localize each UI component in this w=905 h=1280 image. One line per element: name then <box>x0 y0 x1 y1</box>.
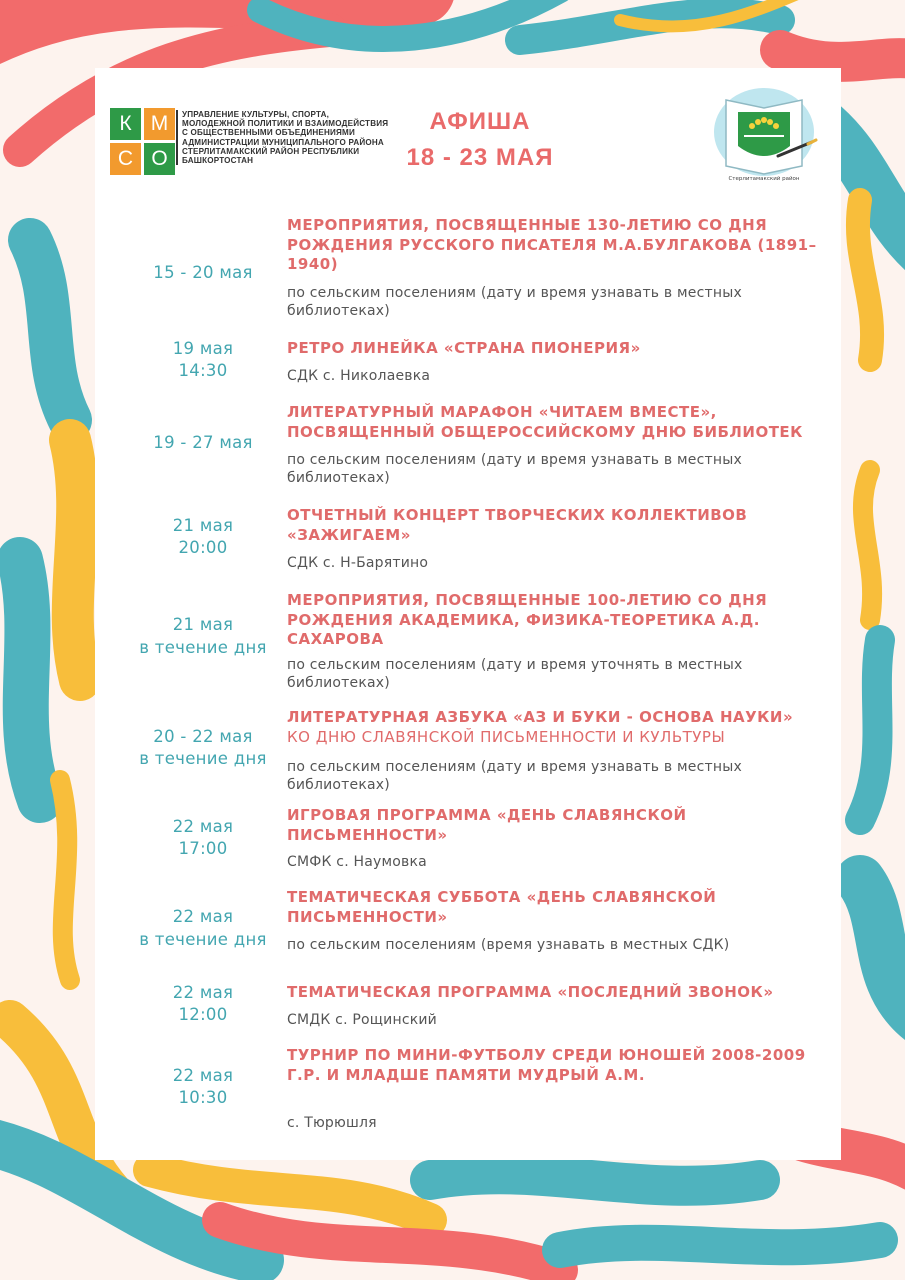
page-title: АФИША <box>429 108 531 135</box>
logo-letter: О <box>144 143 175 175</box>
event-title: МЕРОПРИЯТИЯ, ПОСВЯЩЕННЫЕ 130-ЛЕТИЮ СО ДНЯ РОЖДЕНИЯ РУССКОГО ПИСАТЕЛЯ М.А.БУЛГАКОВА (1891–1940) <box>287 216 817 273</box>
event-title: ТУРНИР ПО МИНИ-ФУТБОЛУ СРЕДИ ЮНОШЕЙ 2008-2009 Г.Р. И МЛАДШЕ ПАМЯТИ МУДРЫЙ А.М. <box>287 1046 806 1084</box>
event-title: ЛИТЕРАТУРНЫЙ МАРАФОН «ЧИТАЕМ ВМЕСТЕ», ПОСВЯЩЕННЫЙ ОБЩЕРОССИЙСКОМУ ДНЮ БИБЛИОТЕК <box>287 403 803 441</box>
organization-name: УПРАВЛЕНИЕ КУЛЬТУРЫ, СПОРТА, МОЛОДЕЖНОЙ ПОЛИТИКИ И ВЗАИМОДЕЙСТВИЯ С ОБЩЕСТВЕННЫМИ ОБЪЕДИНЕНИЯМИ АДМИНИСТРАЦИИ МУНИЦИПАЛЬНОГО РАЙОНА СТЕРЛИТАМАКСКИЙ РАЙОН РЕСПУБЛИКИ БАШКОРТОСТАН <box>176 110 392 165</box>
event-place: по сельским поселениям (время узнавать в местных СДК) <box>287 937 730 953</box>
event-time: в течение дня <box>139 930 267 949</box>
event-date: 22 мая <box>172 1066 234 1085</box>
event-date: 19 - 27 мая <box>153 433 253 452</box>
event-date: 19 мая <box>172 339 234 358</box>
event-time: 17:00 <box>178 839 228 858</box>
event-title: ТЕМАТИЧЕСКАЯ ПРОГРАММА «ПОСЛЕДНИЙ ЗВОНОК» <box>287 983 774 1001</box>
event-title: ТЕМАТИЧЕСКАЯ СУББОТА «ДЕНЬ СЛАВЯНСКОЙ ПИСЬМЕННОСТИ» <box>287 888 717 926</box>
event-time: 14:30 <box>178 361 228 380</box>
event-place: по сельским поселениям (дату и время узнавать в местных библиотеках) <box>287 285 742 319</box>
event-title: РЕТРО ЛИНЕЙКА «СТРАНА ПИОНЕРИЯ» <box>287 339 641 357</box>
event-time: 12:00 <box>178 1005 228 1024</box>
event-time: в течение дня <box>139 638 267 657</box>
event-title: МЕРОПРИЯТИЯ, ПОСВЯЩЕННЫЕ 100-ЛЕТИЮ СО ДНЯ РОЖДЕНИЯ АКАДЕМИКА, ФИЗИКА-ТЕОРЕТИКА А.Д. САХАРОВА <box>287 591 768 648</box>
page-dates: 18 - 23 МАЯ <box>406 144 554 171</box>
event-date: 22 мая <box>172 983 234 1002</box>
event-place: СДК с. Николаевка <box>287 368 431 384</box>
event-date: 21 мая <box>172 615 234 634</box>
event-date: 21 мая <box>172 516 234 535</box>
emblem-caption: Стерлитамакский район <box>728 176 800 182</box>
event-place: СДК с. Н-Барятино <box>287 555 429 571</box>
event-time: 10:30 <box>178 1088 228 1107</box>
event-date: 22 мая <box>172 907 234 926</box>
event-title: ИГРОВАЯ ПРОГРАММА «ДЕНЬ СЛАВЯНСКОЙ ПИСЬМЕННОСТИ» <box>287 806 687 844</box>
kmso-logo <box>110 108 176 176</box>
event-time: 20:00 <box>178 538 228 557</box>
logo-letter: М <box>144 108 175 140</box>
event-place: по сельским поселениям (дату и время узнавать в местных библиотеках) <box>287 452 742 486</box>
event-place: СМДК с. Рощинский <box>287 1012 437 1028</box>
event-subtitle: КО ДНЮ СЛАВЯНСКОЙ ПИСЬМЕННОСТИ И КУЛЬТУРЫ <box>287 728 726 746</box>
event-place: с. Тюрюшля <box>287 1115 377 1131</box>
logo-letter: С <box>110 143 141 175</box>
logo-letter: К <box>110 108 141 140</box>
district-emblem <box>708 86 820 184</box>
event-place: по сельским поселениям (дату и время узнавать в местных библиотеках) <box>287 759 742 793</box>
event-date: 22 мая <box>172 817 234 836</box>
event-title: ЛИТЕРАТУРНАЯ АЗБУКА «АЗ И БУКИ - ОСНОВА НАУКИ» <box>287 708 794 726</box>
event-title: ОТЧЕТНЫЙ КОНЦЕРТ ТВОРЧЕСКИХ КОЛЛЕКТИВОВ «ЗАЖИГАЕМ» <box>287 506 748 544</box>
event-date: 20 - 22 мая <box>153 727 253 746</box>
event-time: в течение дня <box>139 749 267 768</box>
event-place: по сельским поселениям (дату и время уточнять в местных библиотеках) <box>287 657 743 691</box>
event-date: 15 - 20 мая <box>153 263 253 282</box>
event-place: СМФК с. Наумовка <box>287 854 427 870</box>
